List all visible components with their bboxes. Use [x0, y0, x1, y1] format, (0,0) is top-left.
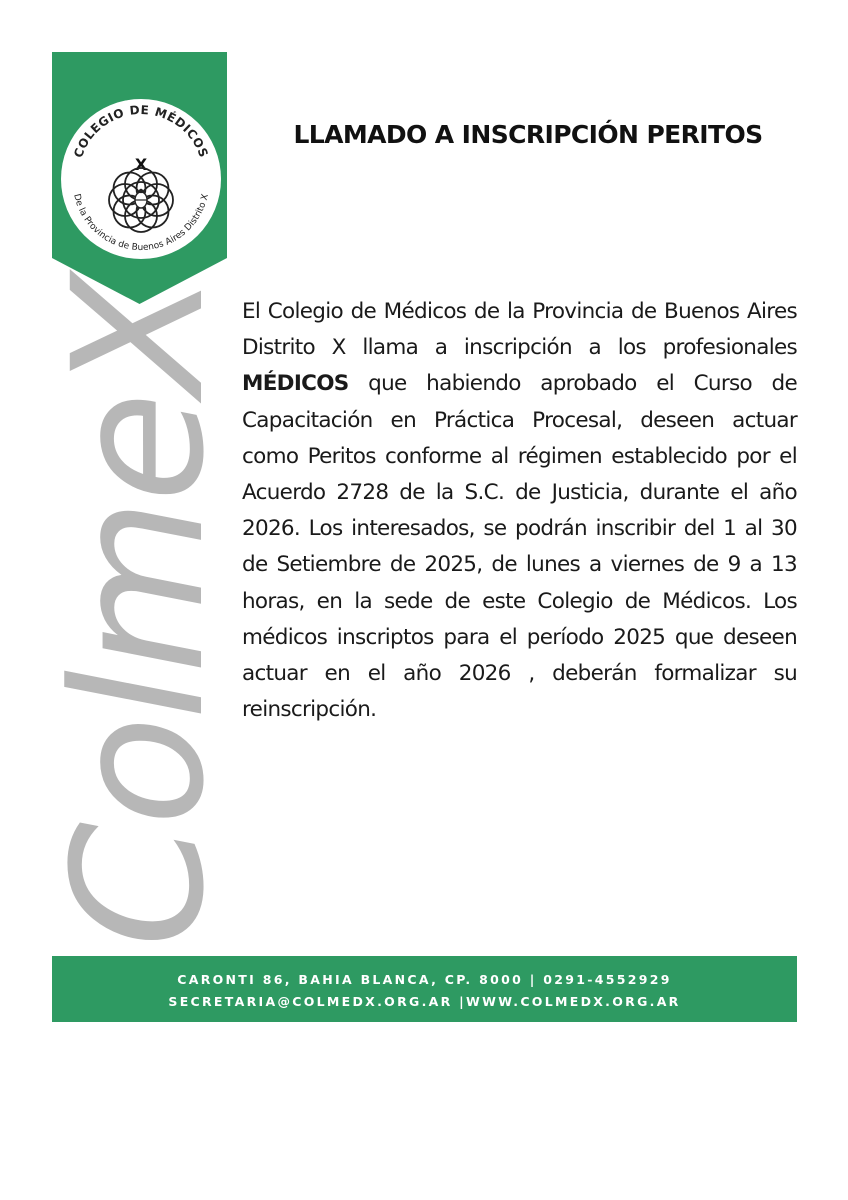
seal-ring-bottom-text: De la Provincia de Buenos Aires Distrito X: [71, 193, 211, 254]
announcement-body: [242, 294, 797, 728]
logo-banner: [52, 52, 227, 304]
seal-center-letter: X: [134, 155, 148, 174]
college-seal-logo: [52, 52, 227, 304]
colmex-wordmark-text: ColmeX: [35, 276, 244, 948]
seal-ring-top-text: COLEGIO DE MÉDICOS: [71, 102, 211, 160]
body-emphasis-medicos: MÉDICOS: [242, 371, 349, 397]
body-text-part2: que habiendo aprobado el Curso de Capacitación en Práctica Procesal, deseen actuar como Peritos conforme al régimen establecido por el Acuerdo 2728 de la S.C. de Justicia, durante el año 2026. Los interesados, se podrán inscribir del 1 al 30 de Setiembre de 2025, de lunes a viernes de 9 a 13 horas, en la sede de este Colegio de Médicos. Los médicos inscriptos para el período 2025 que deseen actuar en el año 2026 , deberán formalizar su reinscripción.: [242, 371, 797, 723]
footer-email-website: SECRETARIA@COLMEDX.ORG.AR |WWW.COLMEDX.ORG.AR: [168, 994, 681, 1009]
page-title: LLAMADO A INSCRIPCIÓN PERITOS: [293, 120, 763, 149]
contact-footer: [52, 956, 797, 1022]
footer-address-phone: CARONTI 86, BAHIA BLANCA, CP. 8000 | 0291-4552929: [177, 972, 672, 987]
body-text-part1: El Colegio de Médicos de la Provincia de Buenos Aires Distrito X llama a inscripción a los profesionales: [242, 299, 797, 361]
